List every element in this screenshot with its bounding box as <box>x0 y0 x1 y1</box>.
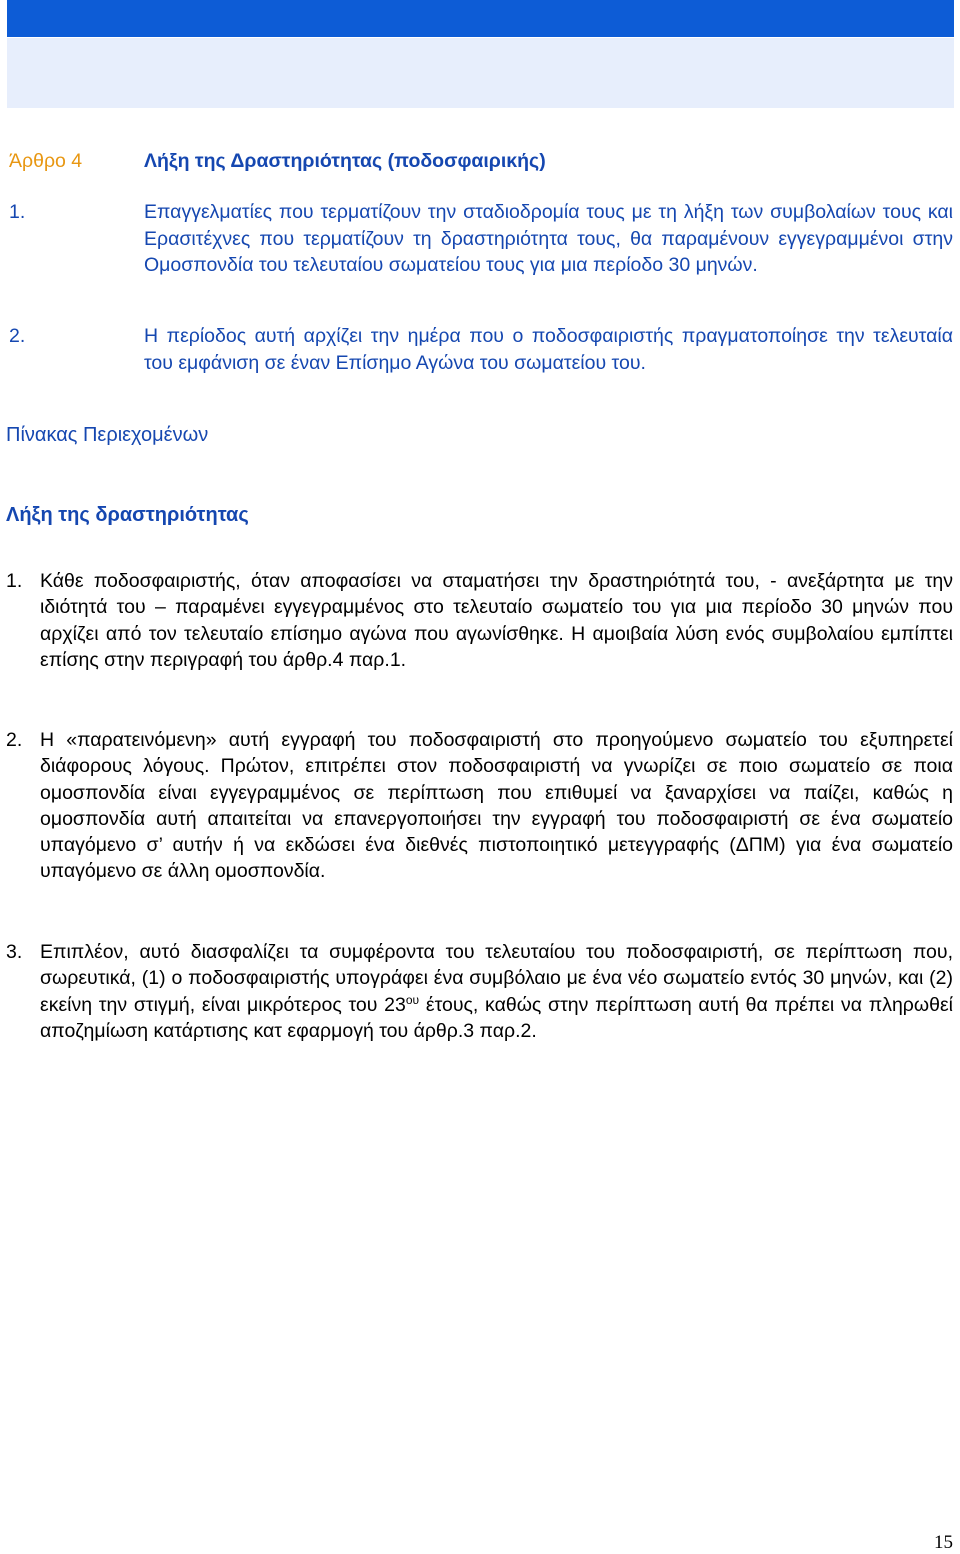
item-text-part: Επιπλέον, αυτό διασφαλίζει τα συμφέροντα του τελευταίου του ποδοσφαιριστή, σε περίπτωση που, σωρευτικά, (1) ο ποδοσφαιριστής υπογράφει ένα συμβόλαιο με ένα νέο σωματείο εντός 30 μηνών, και (2) εκείνη την στιγμή, είναι μικρότερος του 23 <box>40 941 953 1016</box>
page-number: 15 <box>934 1532 953 1553</box>
item-number: 2. <box>9 325 26 347</box>
item-text: Η «παρατεινόμενη» αυτή εγγραφή του ποδοσφαιριστή στο προηγούμενο σωματείο του εξυπηρετεί διάφορους λόγους. Πρώτον, επιτρέπει στον ποδοσφαιριστή να γνωρίζει σε ποιο σωματείο σε ποια ομοσπονδία είναι εγγεγραμμένος σε περίπτωση που επιθυμεί να ξαναρχίσει να παίζει, καθώς η ομοσπονδία αυτή απαιτείται να επανεργοποιήσει την εγγραφή του ποδοσφαιριστή σε ένα σωματείο υπαγόμενο σ’ αυτήν ή να εκδώσει ένα διεθνές πιστοποιητικό μετεγγραφής (ΔΠΜ) για ένα σωματείο υπαγόμενο σε άλλη ομοσπονδία. <box>40 729 953 883</box>
item-number: 3. <box>6 941 23 963</box>
section-item <box>6 939 953 1044</box>
section-heading: Λήξη της δραστηριότητας <box>6 504 249 526</box>
item-text: Η περίοδος αυτή αρχίζει την ημέρα που ο ποδοσφαιριστής πραγματοποίησε την τελευταία του εμφάνιση σε έναν Επίσημο Αγώνα του σωματείου του. <box>144 325 953 374</box>
article-label: Άρθρο 4 <box>9 150 83 172</box>
item-number: 2. <box>6 729 23 751</box>
header-band-light <box>7 38 954 108</box>
item-text: Κάθε ποδοσφαιριστής, όταν αποφασίσει να σταματήσει την δραστηριότητά του, - ανεξάρτητα με την ιδιότητά του – παραμένει εγγεγραμμένος στο τελευταίο σωματείο του για μια περίοδο 30 μηνών που αρχίζει από τον τελευταίο επίσημο αγώνα που αγωνίσθηκε. Η αμοιβαία λύση ενός συμβολαίου εμπίπτει επίσης στην περιγραφή του άρθρ.4 παρ.1. <box>40 570 953 671</box>
header-band-dark <box>7 0 954 37</box>
section-item <box>6 568 953 673</box>
article-item <box>9 199 953 279</box>
article-item <box>9 323 953 376</box>
article-title: Λήξη της Δραστηριότητας (ποδοσφαιρικής) <box>144 150 546 172</box>
item-text <box>40 939 953 1044</box>
item-text-part: έτους, καθώς στην περίπτωση αυτή θα πρέπει να πληρωθεί αποζημίωση κατάρτισης κατ εφαρμογή του άρθρ.3 παρ.2. <box>40 993 953 1042</box>
section-item <box>6 727 953 885</box>
item-number: 1. <box>6 570 23 592</box>
ordinal-superscript: ου <box>405 992 420 1007</box>
item-text: Επαγγελματίες που τερματίζουν την σταδιοδρομία τους με τη λήξη των συμβολαίων τους και Ερασιτέχνες που τερματίζουν τη δραστηριότητα τους, θα παραμένουν εγγεγραμμένοι στην Ομοσπονδία του τελευταίου σωματείου τους για μια περίοδο 30 μηνών. <box>144 201 953 276</box>
item-number: 1. <box>9 201 26 223</box>
toc-heading: Πίνακας Περιεχομένων <box>6 424 209 446</box>
